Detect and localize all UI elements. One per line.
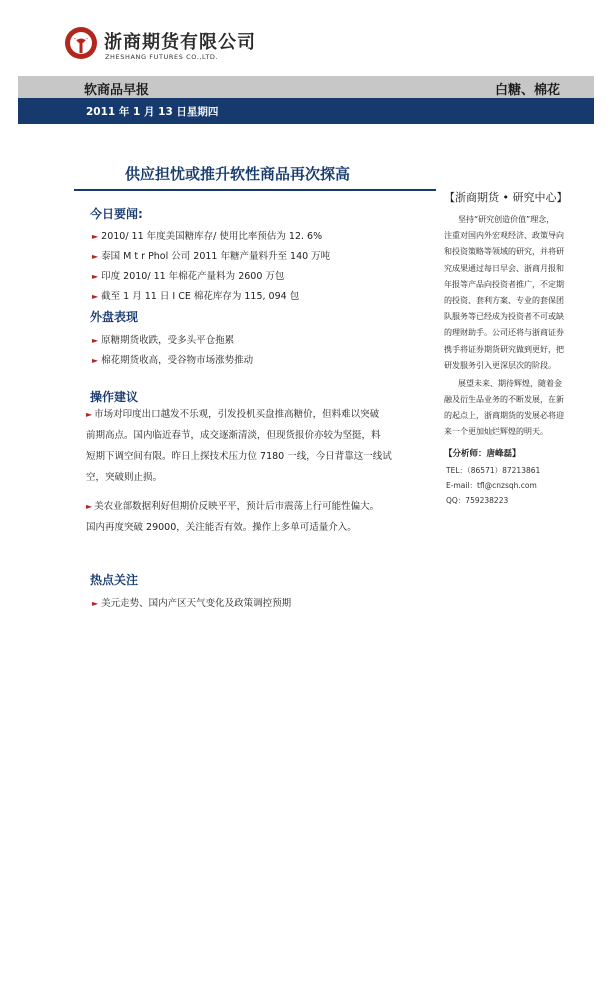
company-logo bbox=[64, 24, 264, 64]
arrow-right-icon: ► bbox=[92, 336, 99, 345]
arrow-right-icon: ► bbox=[92, 252, 99, 261]
today-news-heading: 今日要闻: bbox=[90, 207, 143, 221]
arrow-right-icon: ► bbox=[92, 356, 99, 365]
advice-heading: 操作建议 bbox=[90, 390, 139, 404]
list-item: ► 泰国 M t r Phol 公司 2011 年糖产量料升至 140 万吨 bbox=[92, 251, 331, 262]
report-type: 软商品早报 bbox=[84, 83, 150, 98]
list-item: ► 截至 1 月 11 日 I CE 棉花库存为 115, 094 包 bbox=[92, 291, 300, 302]
company-name-cn: 浙商期货有限公司 bbox=[104, 32, 256, 53]
analyst-tel: TEL：（86571）87213861 bbox=[446, 466, 541, 475]
zheshang-logo-icon bbox=[64, 26, 98, 60]
report-title: 供应担忧或推升软性商品再次探高 bbox=[125, 165, 351, 183]
commodities-label: 白糖、棉花 bbox=[494, 83, 560, 98]
list-item: ► 2010/ 11 年度美国糖库存/ 使用比率预估为 12. 6% bbox=[92, 231, 323, 242]
report-date: 2011 年 1 月 13 日星期四 bbox=[86, 106, 219, 118]
date-band bbox=[18, 98, 594, 124]
arrow-right-icon: ► bbox=[92, 272, 99, 281]
list-item: ► 印度 2010/ 11 年棉花产量料为 2600 万包 bbox=[92, 271, 285, 282]
arrow-right-icon: ► bbox=[92, 232, 99, 241]
list-item: ► 棉花期货收高，受谷物市场涨势推动 bbox=[92, 355, 254, 366]
analyst-heading: 【分析师：唐峰磊】 bbox=[444, 449, 521, 459]
analyst-qq: QQ：759238223 bbox=[446, 496, 509, 505]
advice-paragraph-1: ► 市场对印度出口越发不乐观，引发投机买盘推高糖价，但料难以突破 前期高点。国内临近春节，成交逐渐清淡，但现货报价亦较为坚挺，料 短期下调空间有限。昨日上探技术压力位 7180 一线，今日背靠这一线试 空，突破则止损。 bbox=[86, 409, 392, 483]
arrow-right-icon: ► bbox=[86, 410, 93, 419]
company-name-en: ZHESHANG FUTURES CO.,LTD. bbox=[105, 53, 219, 61]
list-item: ► 美元走势、国内产区天气变化及政策调控预期 bbox=[92, 598, 292, 609]
external-market-heading: 外盘表现 bbox=[90, 310, 139, 324]
list-item: ► 原糖期货收跌，受多头平仓拖累 bbox=[92, 335, 235, 346]
hot-topics-heading: 热点关注 bbox=[90, 573, 139, 587]
arrow-right-icon: ► bbox=[92, 292, 99, 301]
arrow-right-icon: ► bbox=[86, 502, 93, 511]
report-type-band bbox=[18, 76, 594, 98]
research-center-title: 【浙商期货 • 研究中心】 bbox=[444, 191, 568, 204]
arrow-right-icon: ► bbox=[92, 599, 99, 608]
research-center-body: 坚持“研究创造价值”理念， 注重对国内外宏观经济、政策导向 和投资策略等领域的研究，并将研 究成果通过每日早会、浙商月报和 年报等产品向投资者推广，不定期 的投资、套利方案、专业的套保团 队服务等已经成为投资者不可或缺 的理财助手。公司还将与浙商证券 携手将证券期货研究做到更好，把 研发服务引入更深层次的阶段。 展望未来、期待辉煌，随着金 融及衍生品业务的不断发展，在新 的起点上，浙商期货的发展必将迎 来一个更加灿烂辉煌的明天。 bbox=[444, 215, 564, 437]
advice-paragraph-2: ► 美农业部数据利好但期价反映平平，预计后市震荡上行可能性偏大。 国内再度突破 29000，关注能否有效。操作上多单可适量介入。 bbox=[86, 501, 380, 533]
title-underline bbox=[74, 189, 436, 191]
analyst-email: E-mail：tfl@cnzsqh.com bbox=[446, 481, 537, 490]
